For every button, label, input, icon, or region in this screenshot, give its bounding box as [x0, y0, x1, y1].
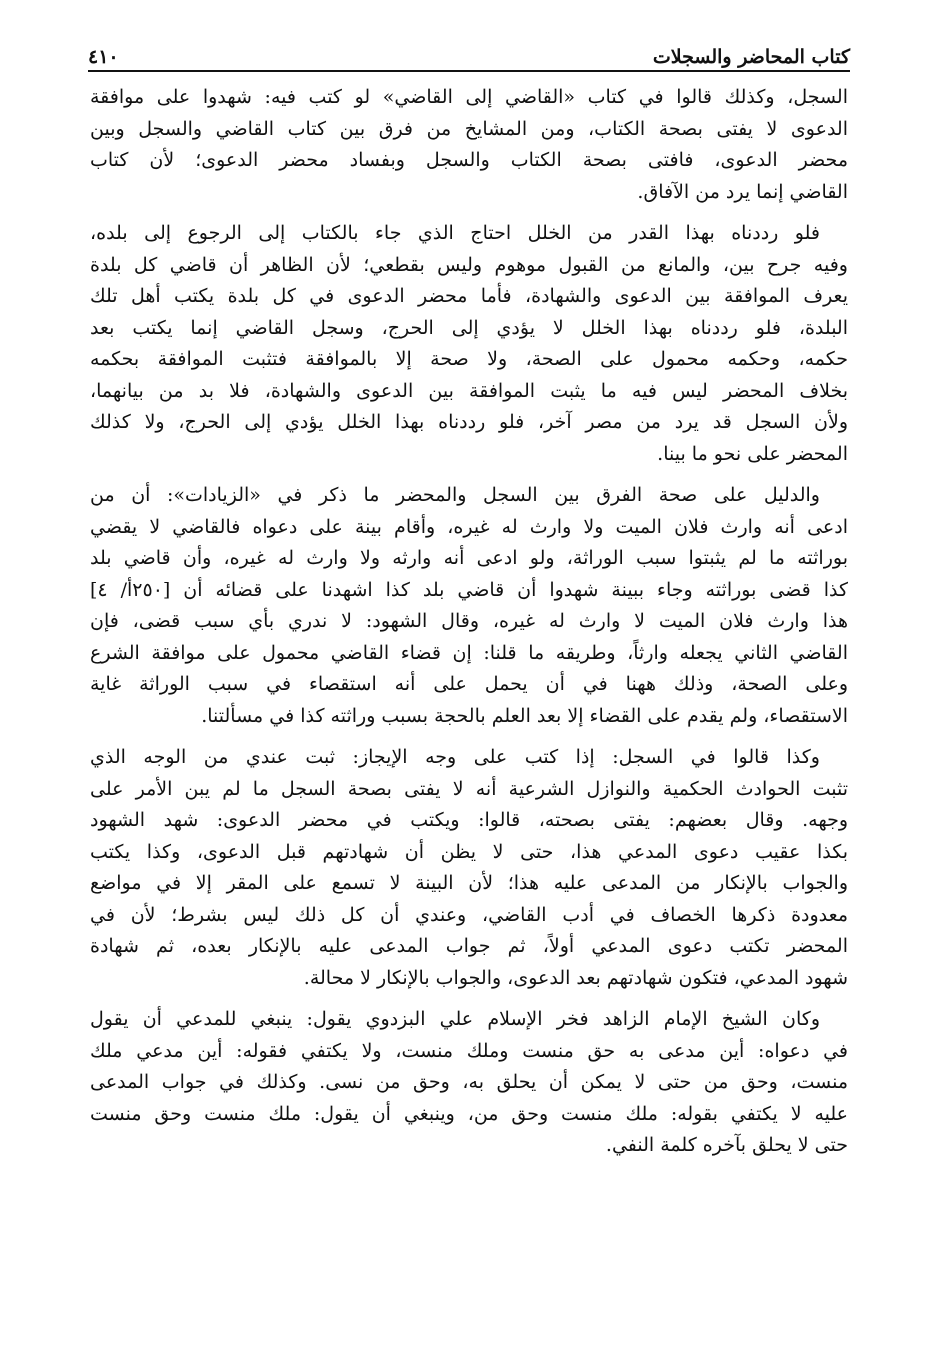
paragraph [90, 82, 848, 208]
text-line: في دعواه: أين مدعى به حق منست وملك منست، ولا يكتفي فقوله: أين مدعي ملك [90, 1039, 848, 1062]
paragraph [90, 218, 848, 470]
text-line: حكمه، وحكمه محمول على الصحة، ولا صحة إلا بالموافقة فتثبت الموافقة بحكمه [90, 348, 848, 370]
text-line: هذا وارث فلان الميت لا وارث له غيره، وقال الشهود: لا ندري بأي سبب قضى، فإن [90, 610, 848, 632]
text-line: القاضي إنما يرد من الآفاق. [637, 180, 848, 203]
text-line: منست، وحق من حتى لا يمكن أن يحلق به، وحق من نسى. وكذلك في جواب المدعى [90, 1071, 848, 1093]
text-line: السجل، وكذلك قالوا في كتاب «القاضي إلى القاضي» لو كتب فيه: شهدوا على موافقة [90, 86, 848, 108]
paragraph [90, 742, 848, 994]
paragraph [90, 480, 848, 732]
page-number: ٤١٠ [88, 46, 119, 68]
text-line: يعرف الموافقة بين الدعوى والشهادة، فأما محضر الدعوى في كل بلدة يكتب أهل تلك [90, 285, 848, 307]
text-line: القاضي الثاني يجعله وارثاً، وطريقه ما قلنا: إن قضاء القاضي محمول على موافقة الشرع [90, 641, 848, 664]
text-line: المحضر على نحو ما بينا. [657, 442, 848, 465]
text-line: بوراثته ما لم يثبتوا سبب الوراثة، ولو ادعى أنه وارثه ولا وارث له غيره، وأن قاضي بلد [90, 547, 848, 569]
text-line: والدليل على صحة الفرق بين السجل والمحضر ما ذكر في «الزيادات»: أن من [90, 484, 820, 506]
text-line: محضر الدعوى، فافتى بصحة الكتاب والسجل وبفساد محضر الدعوى؛ لأن كتاب [90, 149, 848, 171]
text-line: شهود المدعي، فتكون شهادتهم بعد الدعوى، والجواب بالإنكار لا محالة. [303, 966, 848, 989]
text-line: بخلاف المحضر ليس فيه ما يثبت الموافقة بين الدعوى والشهادة، فلا بد من بيانهما، [90, 379, 848, 402]
header-rule [88, 70, 850, 72]
text-line: ادعى أنه وارث فلان الميت ولا وارث له غيره، وأقام بينة على دعواه فالقاضي لا يقضي [90, 515, 848, 538]
running-header [88, 34, 850, 68]
text-line: معدودة ذكرها الخصاف في أدب القاضي، وعندي أن كل ذلك ليس بشرط؛ لأن في [90, 903, 848, 926]
page-body [90, 82, 848, 1172]
text-line: وكان الشيخ الإمام الزاهد فخر الإسلام علي البزدوي يقول: ينبغي للمدعي أن يقول [90, 1008, 820, 1030]
text-line: الدعوى لا يفتى بصحة الكتاب، ومن المشايخ من فرق بين كتاب القاضي والسجل وبين [90, 117, 848, 140]
text-line: حتى لا يحلق بآخره كلمة النفي. [605, 1134, 848, 1156]
text-line: الاستقصاء، ولم يقدم على القضاء إلا بعد العلم بالحجة بسبب وراثته كذا في مسألتنا. [201, 704, 848, 727]
text-line: وجهه. وقال بعضهم: يفتى بصحته، قالوا: ويكتب في محضر الدعوى: شهد الشهود [90, 809, 848, 831]
text-line: عليه لا يكتفي بقوله: ملك منست وحق من، وينبغي أن يقول: ملك منست وحق منست [90, 1102, 848, 1125]
text-line: وعلى الصحة، وذلك ههنا في أن يحمل على أنه استقصاء في سبب الوراثة غاية [90, 673, 848, 695]
text-line: البلدة، فلو رددناه بهذا الخلل لا يؤدي إلى الحرج، وسجل القاضي إنما يكتب بعد [90, 316, 848, 339]
text-line: كذا قضى بوراثته وجاء ببينة شهدوا أن قاضي بلد كذا اشهدنا على قضائه أن [٢٥٠أ/ ٤] [90, 578, 848, 601]
text-line: بكذا عقيب دعوى المدعي هذا، حتى لا يظن أن شهادتهم قبل الدعوى، وكذا يكتب [90, 840, 848, 863]
text-line: ولأن السجل قد يرد من مصر آخر، فلو رددناه بهذا الخلل يؤدي إلى الحرج، ولا كذلك [90, 411, 848, 433]
text-line: فلو رددناه بهذا القدر من الخلل احتاج الذي جاء بالكتاب إلى الرجوع إلى بلده، [90, 222, 820, 244]
chapter-title: كتاب المحاضر والسجلات [652, 46, 850, 68]
text-line: المحضر تكتب دعوى المدعي أولاً، ثم جواب المدعى عليه بالإنكار بعده، ثم شهادة [90, 935, 848, 957]
text-line: وفيه جرح بين، والمانع من القبول موهوم وليس بقطعي؛ لأن الظاهر أن قاضي كل بلدة [90, 253, 848, 276]
text-line: وكذا قالوا في السجل: إذا كتب على وجه الإيجاز: ثبت عندي من الوجه الذي [90, 746, 820, 768]
paragraph [90, 1004, 848, 1162]
text-line: والجواب بالإنكار من المدعى عليه هذا؛ لأن البينة لا تسمع على المقر إلا في مواضع [90, 872, 848, 894]
text-line: تثبت الحوادث الحكمية والنوازل الشرعية أنه لا يفتى بصحة السجل ما لم يبن الأمر على [90, 777, 848, 800]
